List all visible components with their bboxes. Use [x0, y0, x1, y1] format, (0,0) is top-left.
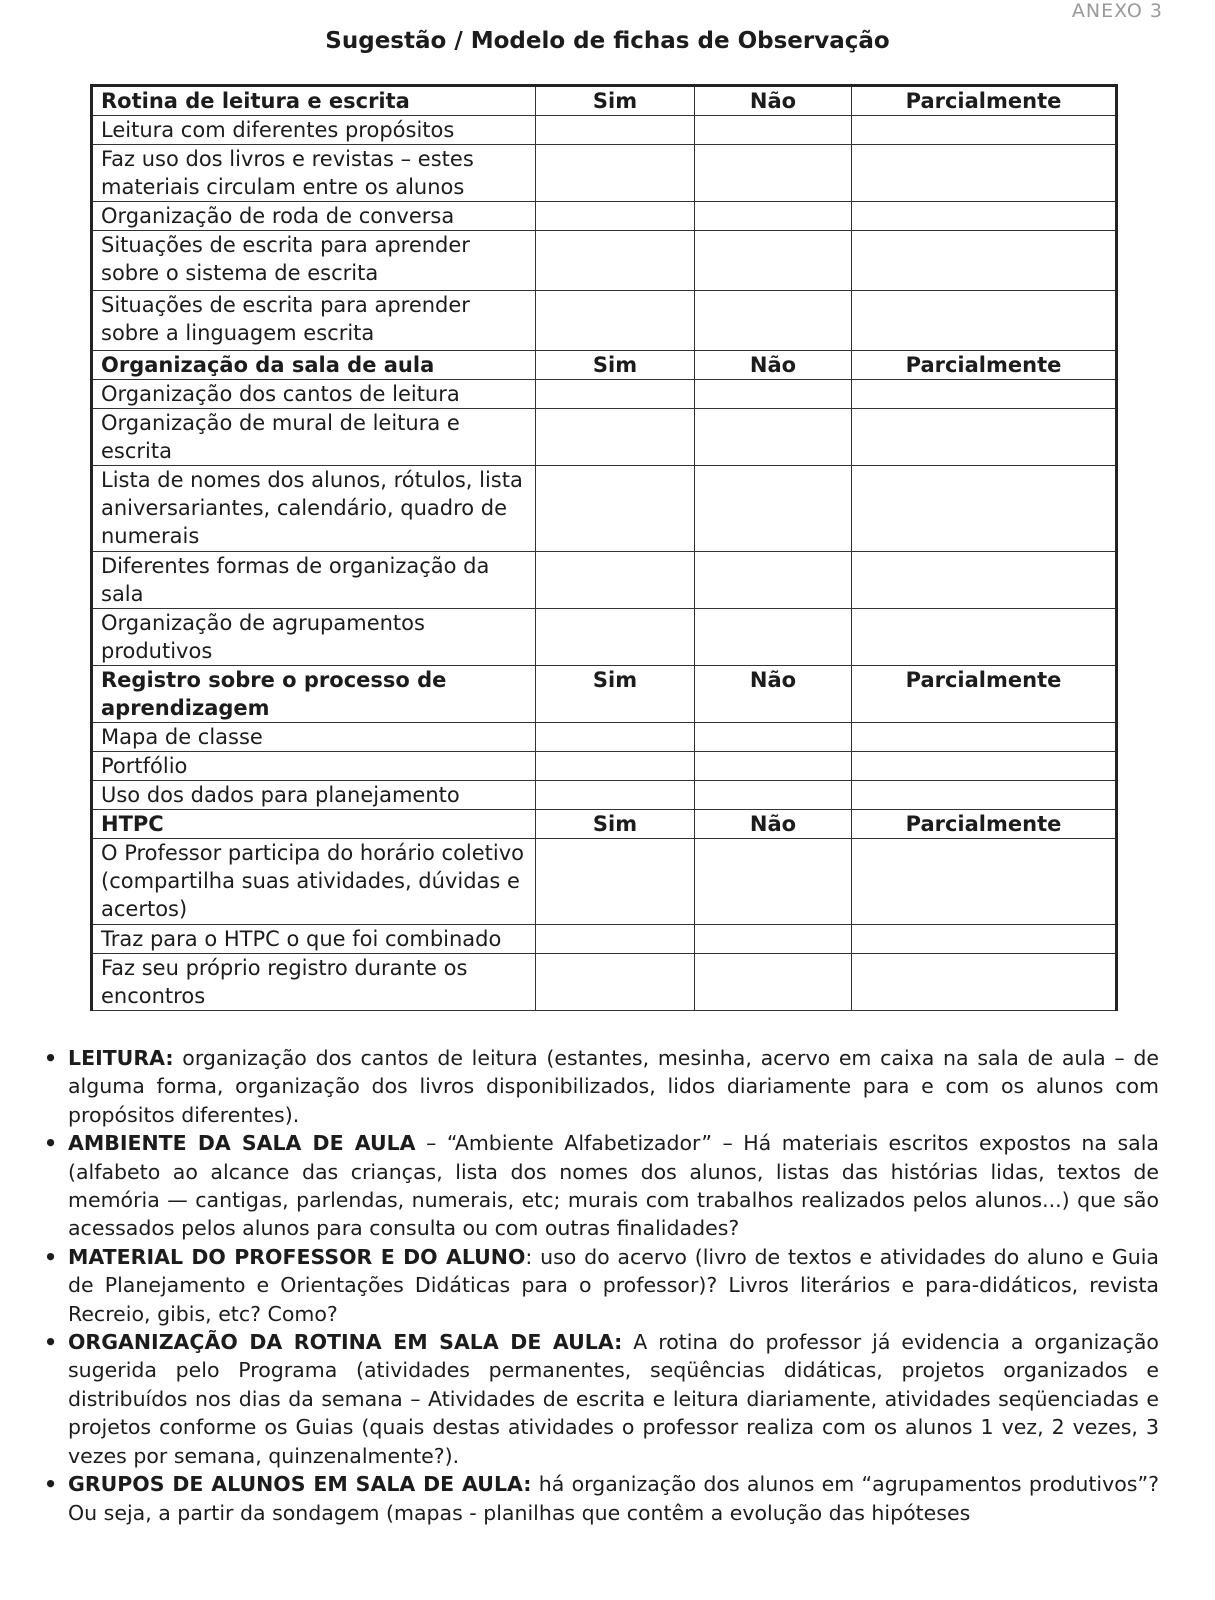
- bullet-icon: •: [44, 1131, 58, 1156]
- table-row: [92, 231, 1117, 291]
- cell-sim[interactable]: [536, 466, 695, 552]
- note-item: [44, 1044, 1159, 1129]
- row-label: Situações de escrita para aprender sobre a linguagem escrita: [92, 291, 536, 351]
- cell-parcialmente[interactable]: [852, 925, 1117, 954]
- table-row: [92, 466, 1117, 552]
- notes-list: [44, 1044, 1159, 1527]
- row-label: Leitura com diferentes propósitos: [92, 116, 536, 145]
- cell-nao[interactable]: [695, 609, 852, 666]
- cell-parcialmente[interactable]: [852, 839, 1117, 925]
- cell-sim[interactable]: [536, 380, 695, 409]
- cell-parcialmente[interactable]: [852, 609, 1117, 666]
- cell-parcialmente[interactable]: [852, 409, 1117, 466]
- observation-table: [90, 84, 1118, 1011]
- note-text: A rotina do professor já evidencia a organização sugerida pelo Programa (atividades permanentes, seqüências didáticas, projetos organizados e distribuídos nos dias da semana – Atividades de escrita e leitura diariamente, atividades seqüenciadas e projetos conforme os Guias (quais destas atividades o professor realiza com os alunos 1 vez, 2 vezes, 3 vezes por semana, quinzenalmente?).: [68, 1330, 1159, 1468]
- annex-label: ANEXO 3: [1071, 0, 1163, 22]
- cell-nao[interactable]: [695, 552, 852, 609]
- cell-parcialmente[interactable]: [852, 145, 1117, 202]
- table-row: [92, 839, 1117, 925]
- col-nao: Não: [695, 86, 852, 116]
- cell-sim[interactable]: [536, 839, 695, 925]
- cell-parcialmente[interactable]: [852, 231, 1117, 291]
- row-label: Lista de nomes dos alunos, rótulos, lista aniversariantes, calendário, quadro de numerais: [92, 466, 536, 552]
- note-label: AMBIENTE DA SALA DE AULA: [68, 1131, 416, 1156]
- cell-nao[interactable]: [695, 781, 852, 810]
- cell-nao[interactable]: [695, 116, 852, 145]
- row-label: Portfólio: [92, 752, 536, 781]
- note-text: – “Ambiente Alfabetizador” – Há materiais escritos expostos na sala (alfabeto ao alcance das crianças, lista dos nomes dos alunos, listas das histórias lidas, textos de memória — cantigas, parlendas, numerais, etc; murais com trabalhos realizados pelos alunos...) que são acessados pelos alunos para consulta ou com outras finalidades?: [68, 1131, 1159, 1241]
- bullet-icon: •: [44, 1472, 58, 1497]
- col-sim: Sim: [536, 810, 695, 839]
- table-row: [92, 925, 1117, 954]
- table-row: [92, 291, 1117, 351]
- section-header-row: [92, 666, 1117, 723]
- cell-parcialmente[interactable]: [852, 466, 1117, 552]
- note-label: GRUPOS DE ALUNOS EM SALA DE AULA:: [68, 1472, 532, 1497]
- cell-parcialmente[interactable]: [852, 380, 1117, 409]
- col-sim: Sim: [536, 86, 695, 116]
- row-label: O Professor participa do horário coletivo (compartilha suas atividades, dúvidas e acertos): [92, 839, 536, 925]
- cell-nao[interactable]: [695, 723, 852, 752]
- row-label: Uso dos dados para planejamento: [92, 781, 536, 810]
- page-title: Sugestão / Modelo de fichas de Observação: [325, 28, 890, 54]
- cell-nao[interactable]: [695, 839, 852, 925]
- section-heading: Rotina de leitura e escrita: [92, 86, 536, 116]
- table-row: [92, 116, 1117, 145]
- note-label: MATERIAL DO PROFESSOR E DO ALUNO: [68, 1244, 526, 1269]
- cell-nao[interactable]: [695, 954, 852, 1011]
- table-row: [92, 145, 1117, 202]
- row-label: Organização de roda de conversa: [92, 202, 536, 231]
- note-item: [44, 1470, 1159, 1527]
- table-row: [92, 723, 1117, 752]
- note-text: : uso do acervo (livro de textos e atividades do aluno e Guia de Planejamento e Orientações Didáticas para o professor)? Livros literários e para-didáticos, revista Recreio, gibis, etc? Como?: [68, 1244, 1159, 1326]
- cell-sim[interactable]: [536, 145, 695, 202]
- cell-sim[interactable]: [536, 781, 695, 810]
- cell-nao[interactable]: [695, 380, 852, 409]
- cell-parcialmente[interactable]: [852, 552, 1117, 609]
- table-row: [92, 202, 1117, 231]
- row-label: Mapa de classe: [92, 723, 536, 752]
- row-label: Organização dos cantos de leitura: [92, 380, 536, 409]
- cell-nao[interactable]: [695, 202, 852, 231]
- note-label: LEITURA:: [68, 1046, 174, 1070]
- row-label: Situações de escrita para aprender sobre o sistema de escrita: [92, 231, 536, 291]
- table-row: [92, 752, 1117, 781]
- cell-nao[interactable]: [695, 231, 852, 291]
- cell-sim[interactable]: [536, 925, 695, 954]
- cell-nao[interactable]: [695, 925, 852, 954]
- note-item: [44, 1129, 1159, 1243]
- cell-sim[interactable]: [536, 409, 695, 466]
- cell-nao[interactable]: [695, 466, 852, 552]
- row-label: Organização de agrupamentos produtivos: [92, 609, 536, 666]
- cell-parcialmente[interactable]: [852, 723, 1117, 752]
- section-header-row: [92, 351, 1117, 380]
- table-row: [92, 380, 1117, 409]
- cell-nao[interactable]: [695, 409, 852, 466]
- table-row: [92, 781, 1117, 810]
- section-heading: Registro sobre o processo de aprendizagem: [92, 666, 536, 723]
- cell-nao[interactable]: [695, 291, 852, 351]
- row-label: Diferentes formas de organização da sala: [92, 552, 536, 609]
- cell-parcialmente[interactable]: [852, 954, 1117, 1011]
- cell-sim[interactable]: [536, 954, 695, 1011]
- col-nao: Não: [695, 666, 852, 723]
- bullet-icon: •: [44, 1330, 58, 1355]
- cell-sim[interactable]: [536, 202, 695, 231]
- cell-sim[interactable]: [536, 231, 695, 291]
- cell-sim[interactable]: [536, 723, 695, 752]
- cell-sim[interactable]: [536, 116, 695, 145]
- bullet-icon: •: [44, 1244, 58, 1269]
- row-label: Faz seu próprio registro durante os encontros: [92, 954, 536, 1011]
- cell-parcialmente[interactable]: [852, 781, 1117, 810]
- cell-parcialmente[interactable]: [852, 202, 1117, 231]
- section-heading: Organização da sala de aula: [92, 351, 536, 380]
- note-label: ORGANIZAÇÃO DA ROTINA EM SALA DE AULA:: [68, 1330, 623, 1355]
- col-parcialmente: Parcialmente: [852, 810, 1117, 839]
- col-sim: Sim: [536, 666, 695, 723]
- cell-parcialmente[interactable]: [852, 752, 1117, 781]
- cell-sim[interactable]: [536, 291, 695, 351]
- cell-sim[interactable]: [536, 752, 695, 781]
- row-label: Faz uso dos livros e revistas – estes materiais circulam entre os alunos: [92, 145, 536, 202]
- col-parcialmente: Parcialmente: [852, 666, 1117, 723]
- section-header-row: [92, 86, 1117, 116]
- col-nao: Não: [695, 810, 852, 839]
- table-row: [92, 609, 1117, 666]
- table-row: [92, 552, 1117, 609]
- note-text: organização dos cantos de leitura (estantes, mesinha, acervo em caixa na sala de aula – de alguma forma, organização dos livros disponibilizados, lidos diariamente para e com os alunos com propósitos diferentes).: [68, 1046, 1159, 1127]
- cell-parcialmente[interactable]: [852, 116, 1117, 145]
- cell-sim[interactable]: [536, 552, 695, 609]
- table-row: [92, 409, 1117, 466]
- section-heading: HTPC: [92, 810, 536, 839]
- bullet-icon: •: [44, 1046, 58, 1070]
- row-label: Traz para o HTPC o que foi combinado: [92, 925, 536, 954]
- note-item: [44, 1328, 1159, 1470]
- row-label: Organização de mural de leitura e escrita: [92, 409, 536, 466]
- note-text: há organização dos alunos em “agrupamentos produtivos”? Ou seja, a partir da sondagem (mapas - planilhas que contêm a evolução das hipóteses: [68, 1472, 1159, 1525]
- col-parcialmente: Parcialmente: [852, 86, 1117, 116]
- col-parcialmente: Parcialmente: [852, 351, 1117, 380]
- cell-nao[interactable]: [695, 752, 852, 781]
- table-row: [92, 954, 1117, 1011]
- col-nao: Não: [695, 351, 852, 380]
- cell-nao[interactable]: [695, 145, 852, 202]
- cell-parcialmente[interactable]: [852, 291, 1117, 351]
- col-sim: Sim: [536, 351, 695, 380]
- cell-sim[interactable]: [536, 609, 695, 666]
- section-header-row: [92, 810, 1117, 839]
- note-item: [44, 1243, 1159, 1328]
